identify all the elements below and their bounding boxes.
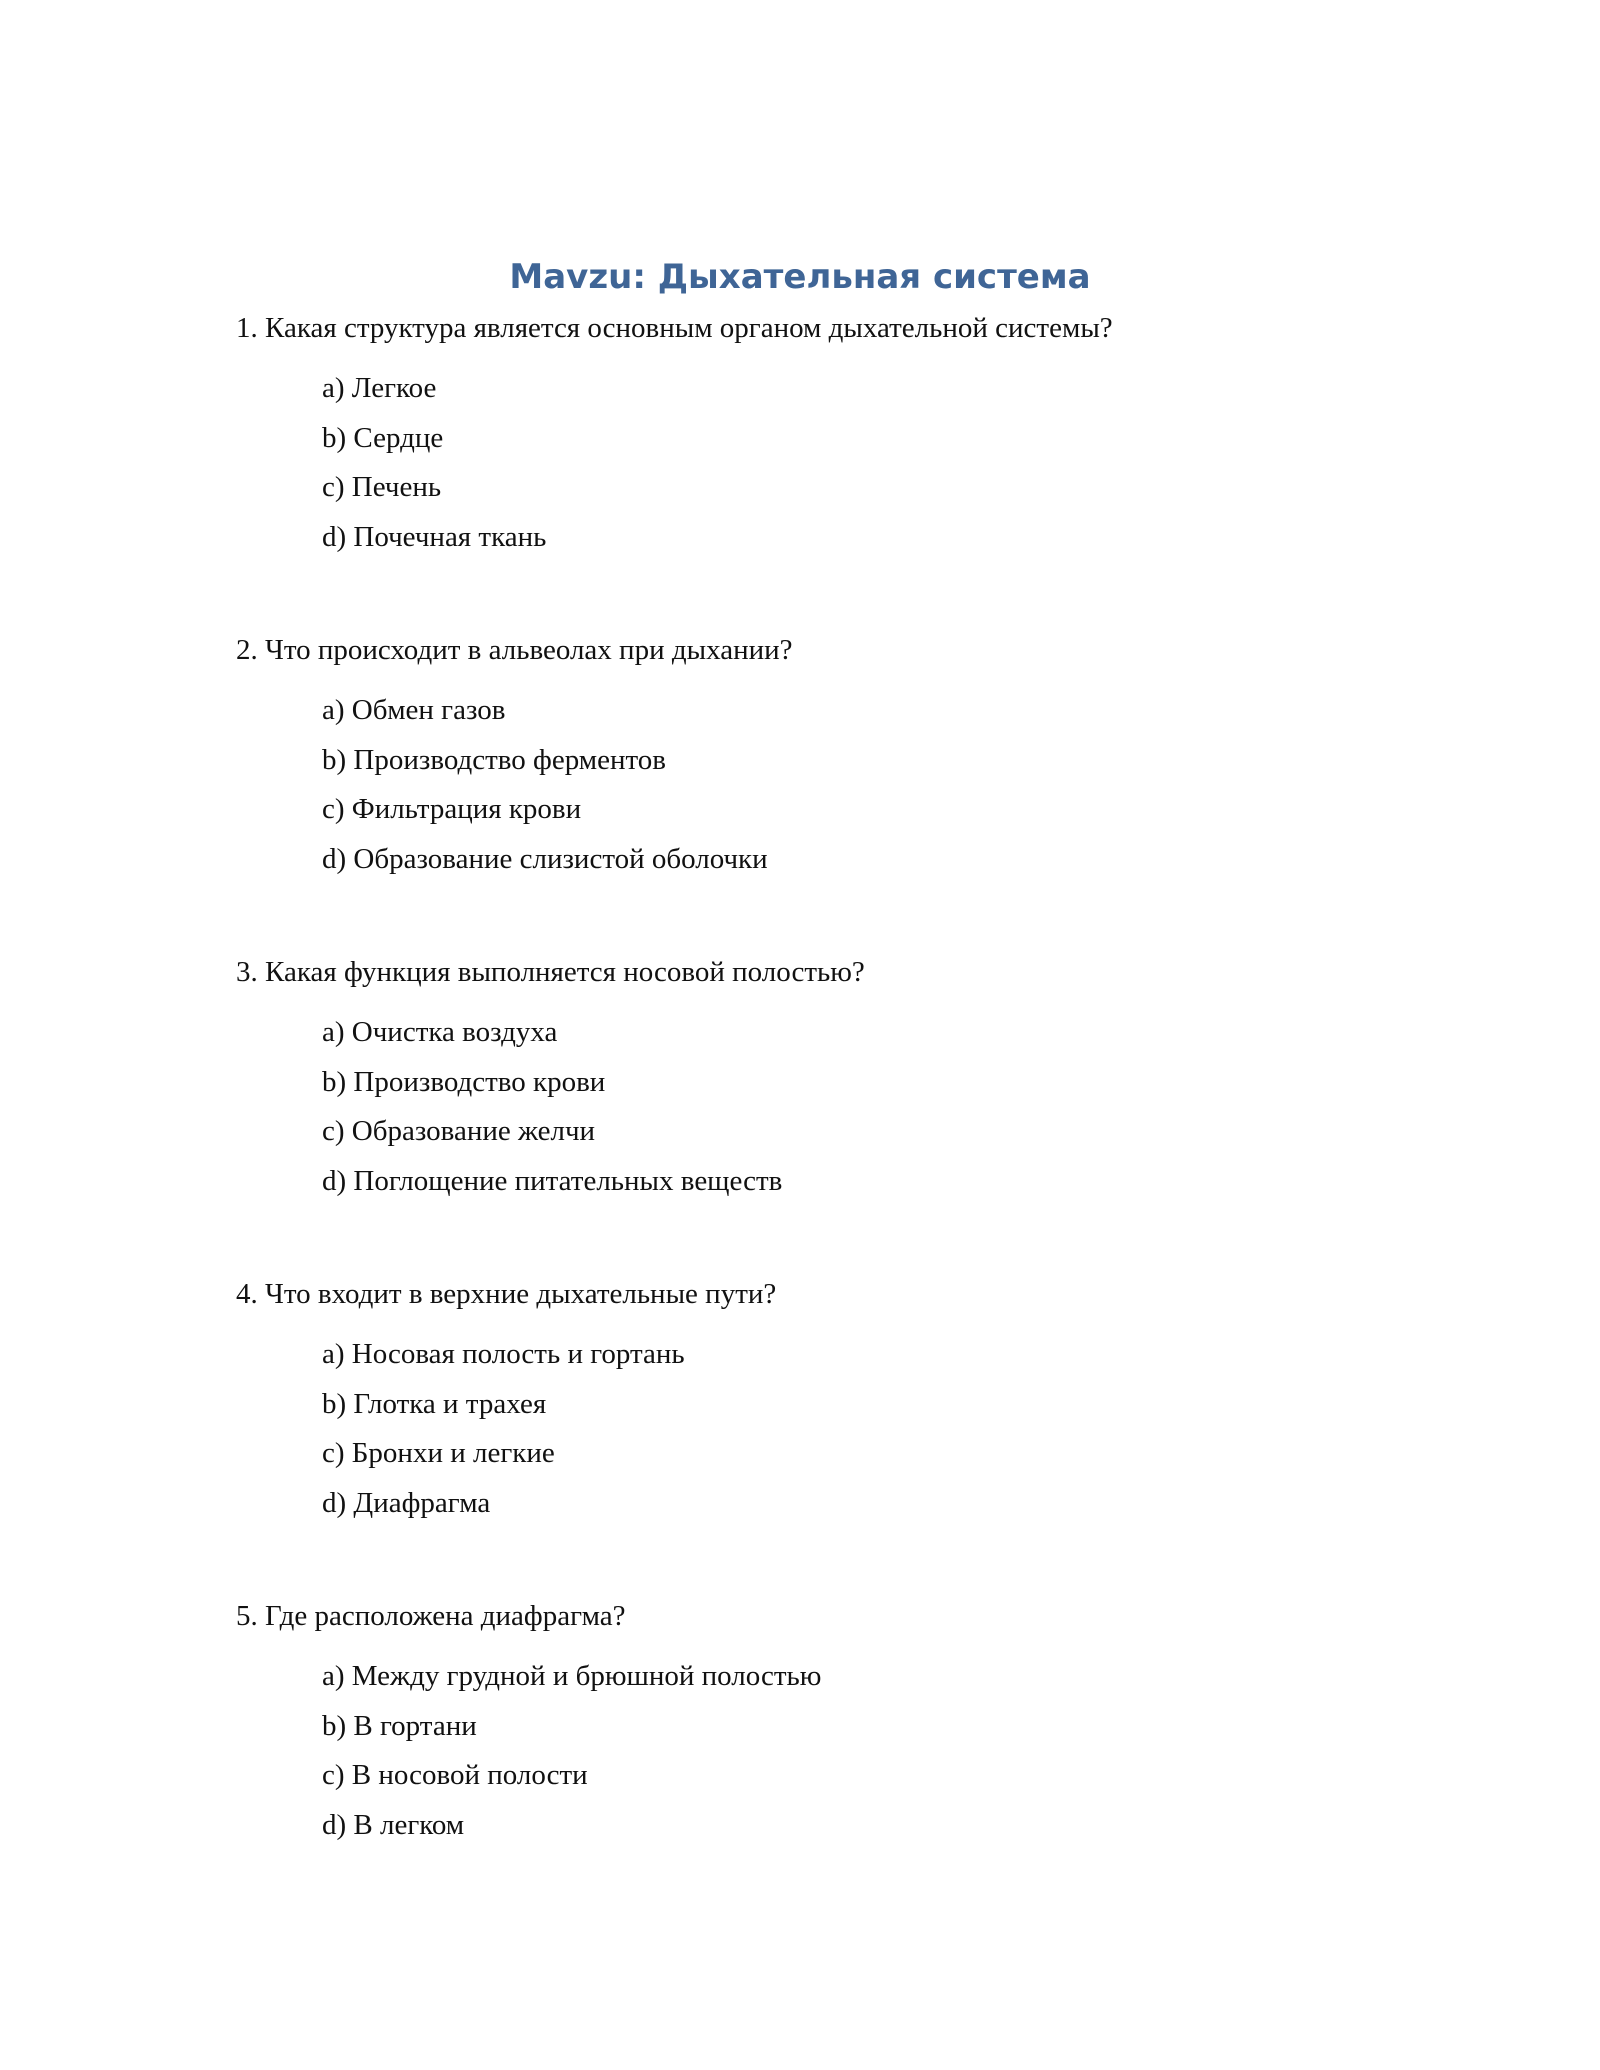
question-text: 1. Какая структура является основным органом дыхательной системы? (236, 312, 1113, 344)
option-c: c) В носовой полости (322, 1759, 588, 1791)
option-c: c) Фильтрация крови (322, 793, 582, 825)
option-c: c) Образование желчи (322, 1115, 596, 1147)
option-a: a) Между грудной и брюшной полостью (322, 1660, 822, 1692)
option-b: b) Производство ферментов (322, 743, 666, 776)
option-a: a) Очистка воздуха (322, 1016, 558, 1048)
option-list (236, 1330, 1436, 1528)
option-b: b) Производство крови (322, 1065, 606, 1098)
option-d: d) Поглощение питательных веществ (322, 1164, 783, 1197)
option-c: c) Бронхи и легкие (322, 1437, 555, 1469)
question-text: 2. Что происходит в альвеолах при дыхании? (236, 634, 793, 666)
page-title: Mavzu: Дыхательная система (509, 257, 1091, 297)
option-d: d) В легком (322, 1808, 465, 1841)
option-a: a) Обмен газов (322, 694, 506, 726)
option-b: b) В гортани (322, 1709, 477, 1742)
option-list (236, 364, 1436, 562)
option-list (236, 686, 1436, 884)
option-list (236, 1008, 1436, 1206)
option-list (236, 1652, 1436, 1850)
option-a: a) Легкое (322, 372, 437, 404)
question-item (236, 1274, 1436, 1528)
question-text: 4. Что входит в верхние дыхательные пути? (236, 1278, 777, 1310)
option-d: d) Почечная ткань (322, 520, 547, 553)
question-item (236, 1596, 1436, 1850)
option-b: b) Сердце (322, 421, 444, 454)
option-c: c) Печень (322, 471, 442, 503)
option-d: d) Диафрагма (322, 1486, 491, 1519)
question-text: 3. Какая функция выполняется носовой полостью? (236, 956, 865, 988)
option-d: d) Образование слизистой оболочки (322, 842, 768, 875)
question-text: 5. Где расположена диафрагма? (236, 1600, 626, 1632)
option-a: a) Носовая полость и гортань (322, 1338, 685, 1370)
question-item (236, 630, 1436, 884)
option-b: b) Глотка и трахея (322, 1387, 547, 1420)
question-list (236, 308, 1436, 1918)
question-item (236, 308, 1436, 562)
question-item (236, 952, 1436, 1206)
